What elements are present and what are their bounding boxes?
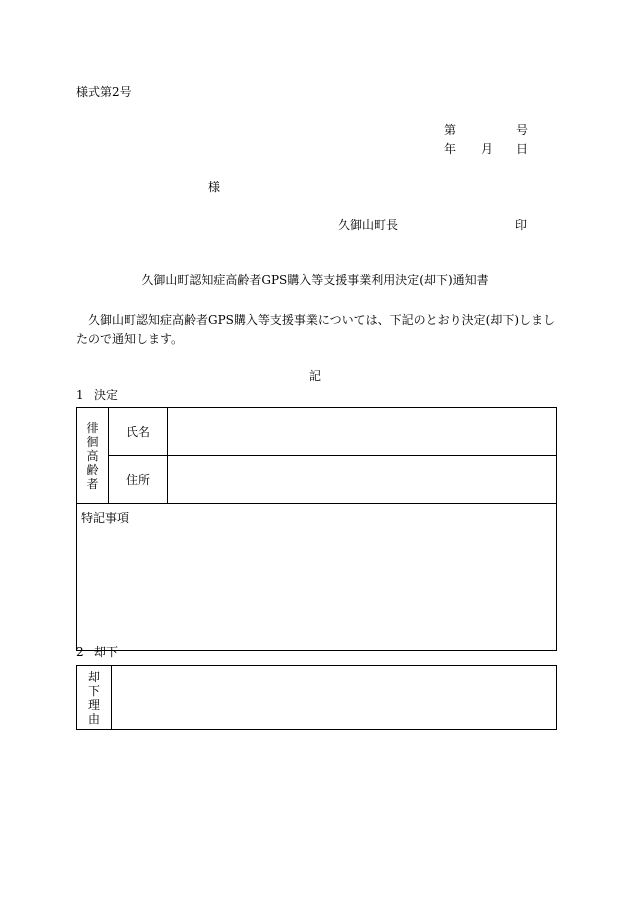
date-month: 月 xyxy=(481,142,494,156)
name-field[interactable] xyxy=(168,408,557,456)
rejection-reason-field[interactable] xyxy=(112,666,557,730)
rejection-table xyxy=(76,665,557,730)
form-number: 様式第2号 xyxy=(76,85,132,99)
rejection-side-label xyxy=(77,666,112,730)
elderly-label-char: 者 xyxy=(86,476,99,491)
notes-field[interactable] xyxy=(77,504,557,651)
date-day: 日 xyxy=(515,142,528,156)
document-title: 久御山町認知症高齢者GPS購入等支援事業利用決定(却下)通知書 xyxy=(141,273,489,287)
date-line xyxy=(444,142,528,156)
rejection-label-char: 由 xyxy=(87,711,100,726)
elderly-label-char: 徘 xyxy=(86,420,99,435)
body-text: 久御山町認知症高齢者GPS購入等支援事業については、下記のとおり決定(却下)しましたので通知します。 xyxy=(76,313,556,346)
elderly-label-char: 徊 xyxy=(86,434,99,449)
section1-title: 決定 xyxy=(94,388,119,402)
seal-mark: 印 xyxy=(515,218,528,232)
doc-number-suffix: 号 xyxy=(515,123,528,137)
name-label: 氏名 xyxy=(109,408,168,456)
date-year: 年 xyxy=(444,142,457,156)
section1-number: 1 xyxy=(76,388,84,402)
ki-heading: 記 xyxy=(308,369,321,383)
addressee-suffix: 様 xyxy=(208,180,221,194)
doc-number-prefix: 第 xyxy=(444,123,457,137)
rejection-label-char: 下 xyxy=(87,683,100,698)
notes-label: 特記事項 xyxy=(81,511,130,525)
section2-number: 2 xyxy=(76,645,84,659)
decision-table xyxy=(76,407,557,651)
rejection-label-char: 却 xyxy=(87,669,100,684)
section2-title: 却下 xyxy=(94,645,119,659)
rejection-label-char: 理 xyxy=(87,697,100,712)
section1-heading xyxy=(76,388,118,402)
elderly-label-char: 齢 xyxy=(86,462,99,477)
document-number-line xyxy=(444,123,528,137)
issuer: 久御山町長 xyxy=(338,218,399,232)
address-field[interactable] xyxy=(168,456,557,504)
elderly-side-label xyxy=(77,408,109,504)
elderly-label-char: 高 xyxy=(86,448,99,463)
section2-heading xyxy=(76,645,118,659)
address-label: 住所 xyxy=(109,456,168,504)
